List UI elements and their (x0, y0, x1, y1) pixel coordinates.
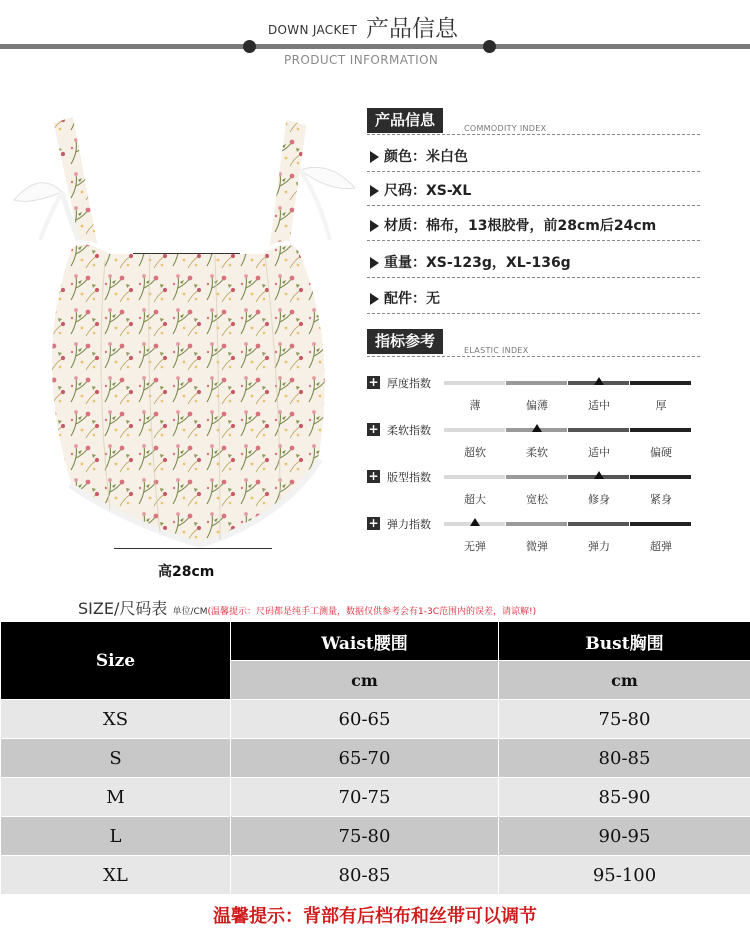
index-label: 微弹 (526, 540, 548, 553)
index-bar (444, 475, 692, 506)
cell-waist: 75-80 (231, 817, 499, 856)
index-row-fit (367, 470, 697, 510)
cell-bust: 95-100 (499, 856, 750, 895)
warm-tip: 温馨提示：背部有后档布和丝带可以调节 (213, 906, 537, 927)
index-label: 弹力 (588, 540, 610, 553)
info-text: 尺码：XS-XL (384, 183, 472, 199)
table-row (1, 817, 750, 856)
index-segment (568, 428, 629, 432)
table-row (1, 739, 750, 778)
header-waist: Waist腰围 (231, 622, 499, 661)
info-text: 重量：XS-123g，XL-136g (384, 255, 571, 271)
index-name: 柔软指数 (387, 424, 431, 437)
index-segment (506, 381, 567, 385)
table-row (1, 700, 750, 739)
index-label: 无弹 (464, 540, 486, 553)
index-segment (630, 428, 691, 432)
size-table (0, 621, 750, 895)
size-chart-title (78, 596, 536, 619)
index-marker-icon (532, 424, 542, 432)
header-dot-right (483, 40, 496, 53)
header-title-en: DOWN JACKET (268, 23, 358, 37)
index-label: 厚 (655, 399, 667, 412)
cell-bust: 80-85 (499, 739, 750, 778)
header-bust: Bust胸围 (499, 622, 750, 661)
cell-size: XS (1, 700, 231, 739)
header-size: Size (1, 622, 231, 700)
index-label: 超弹 (650, 540, 672, 553)
size-chart-unit: 单位/CM (172, 607, 208, 617)
unit-waist: cm (231, 661, 499, 700)
triangle-icon (370, 151, 379, 163)
index-segment (568, 522, 629, 526)
index-label: 柔软 (526, 446, 548, 459)
index-name: 版型指数 (387, 471, 431, 484)
index-bar (444, 381, 692, 412)
info-row-weight (367, 248, 700, 278)
size-chart-heading: SIZE/尺码表 (78, 599, 168, 618)
index-label: 适中 (588, 399, 610, 412)
index-segment (444, 428, 505, 432)
unit-bust: cm (499, 661, 750, 700)
height-label: 高28cm (158, 564, 215, 580)
index-label: 超软 (464, 446, 486, 459)
index-row-elasticity (367, 517, 697, 557)
cell-bust: 85-90 (499, 778, 750, 817)
cell-waist: 70-75 (231, 778, 499, 817)
floral-corset-top-icon (0, 100, 360, 550)
commodity-title-en: COMMODITY INDEX (464, 124, 547, 133)
cell-bust: 75-80 (499, 700, 750, 739)
cell-size: S (1, 739, 231, 778)
header-subtitle: PRODUCT INFORMATION (284, 53, 439, 67)
index-marker-icon (594, 471, 604, 479)
info-row-size (367, 176, 700, 206)
commodity-title: 产品信息 (367, 108, 443, 133)
index-row-softness (367, 423, 697, 463)
measure-line-bottom (114, 548, 272, 549)
triangle-icon (370, 293, 379, 305)
info-row-material (367, 211, 700, 241)
index-bar (444, 428, 692, 459)
cell-waist: 65-70 (231, 739, 499, 778)
triangle-icon (370, 185, 379, 197)
cell-size: L (1, 817, 231, 856)
index-segment (630, 381, 691, 385)
info-text: 配件：无 (384, 291, 440, 307)
cell-waist: 60-65 (231, 700, 499, 739)
header-rule (0, 44, 750, 49)
index-segment (506, 522, 567, 526)
index-label: 修身 (588, 493, 610, 506)
cell-size: XL (1, 856, 231, 895)
index-bar (444, 522, 692, 553)
index-label: 紧身 (650, 493, 672, 506)
index-title-en: ELASTIC INDEX (464, 346, 529, 355)
index-marker-icon (470, 518, 480, 526)
index-segment (506, 475, 567, 479)
cell-waist: 80-85 (231, 856, 499, 895)
index-label: 宽松 (526, 493, 548, 506)
index-label: 偏硬 (650, 446, 672, 459)
triangle-icon (370, 220, 379, 232)
info-row-accessories (367, 284, 700, 314)
measure-line-top (133, 253, 240, 254)
header-title-cn: 产品信息 (366, 16, 458, 42)
index-row-thickness (367, 376, 697, 416)
plus-icon: + (368, 422, 379, 436)
table-row (1, 778, 750, 817)
plus-icon: + (368, 375, 379, 389)
index-label: 超大 (464, 493, 486, 506)
index-label: 适中 (588, 446, 610, 459)
info-text: 材质：棉布，13根胶骨，前28cm后24cm (384, 218, 657, 234)
index-label: 偏薄 (526, 399, 548, 412)
index-segment (444, 381, 505, 385)
index-segment (630, 475, 691, 479)
plus-icon: + (368, 516, 379, 530)
table-row (1, 856, 750, 895)
index-label: 薄 (469, 399, 481, 412)
index-name: 厚度指数 (387, 377, 431, 390)
index-rule (367, 356, 700, 357)
index-segment (444, 475, 505, 479)
cell-size: M (1, 778, 231, 817)
info-text: 颜色：米白色 (384, 149, 468, 165)
size-chart-note: (温馨提示：尺码都是纯手工测量，数据仅供参考会有1-3C范围内的误差，请谅解!) (207, 607, 537, 617)
cell-bust: 90-95 (499, 817, 750, 856)
index-segment (630, 522, 691, 526)
index-title: 指标参考 (367, 329, 443, 354)
triangle-icon (370, 257, 379, 269)
index-marker-icon (594, 377, 604, 385)
index-name: 弹力指数 (387, 518, 431, 531)
commodity-rule (367, 134, 700, 135)
plus-icon: + (368, 469, 379, 483)
header-dot-left (243, 40, 256, 53)
info-row-color (367, 142, 700, 172)
